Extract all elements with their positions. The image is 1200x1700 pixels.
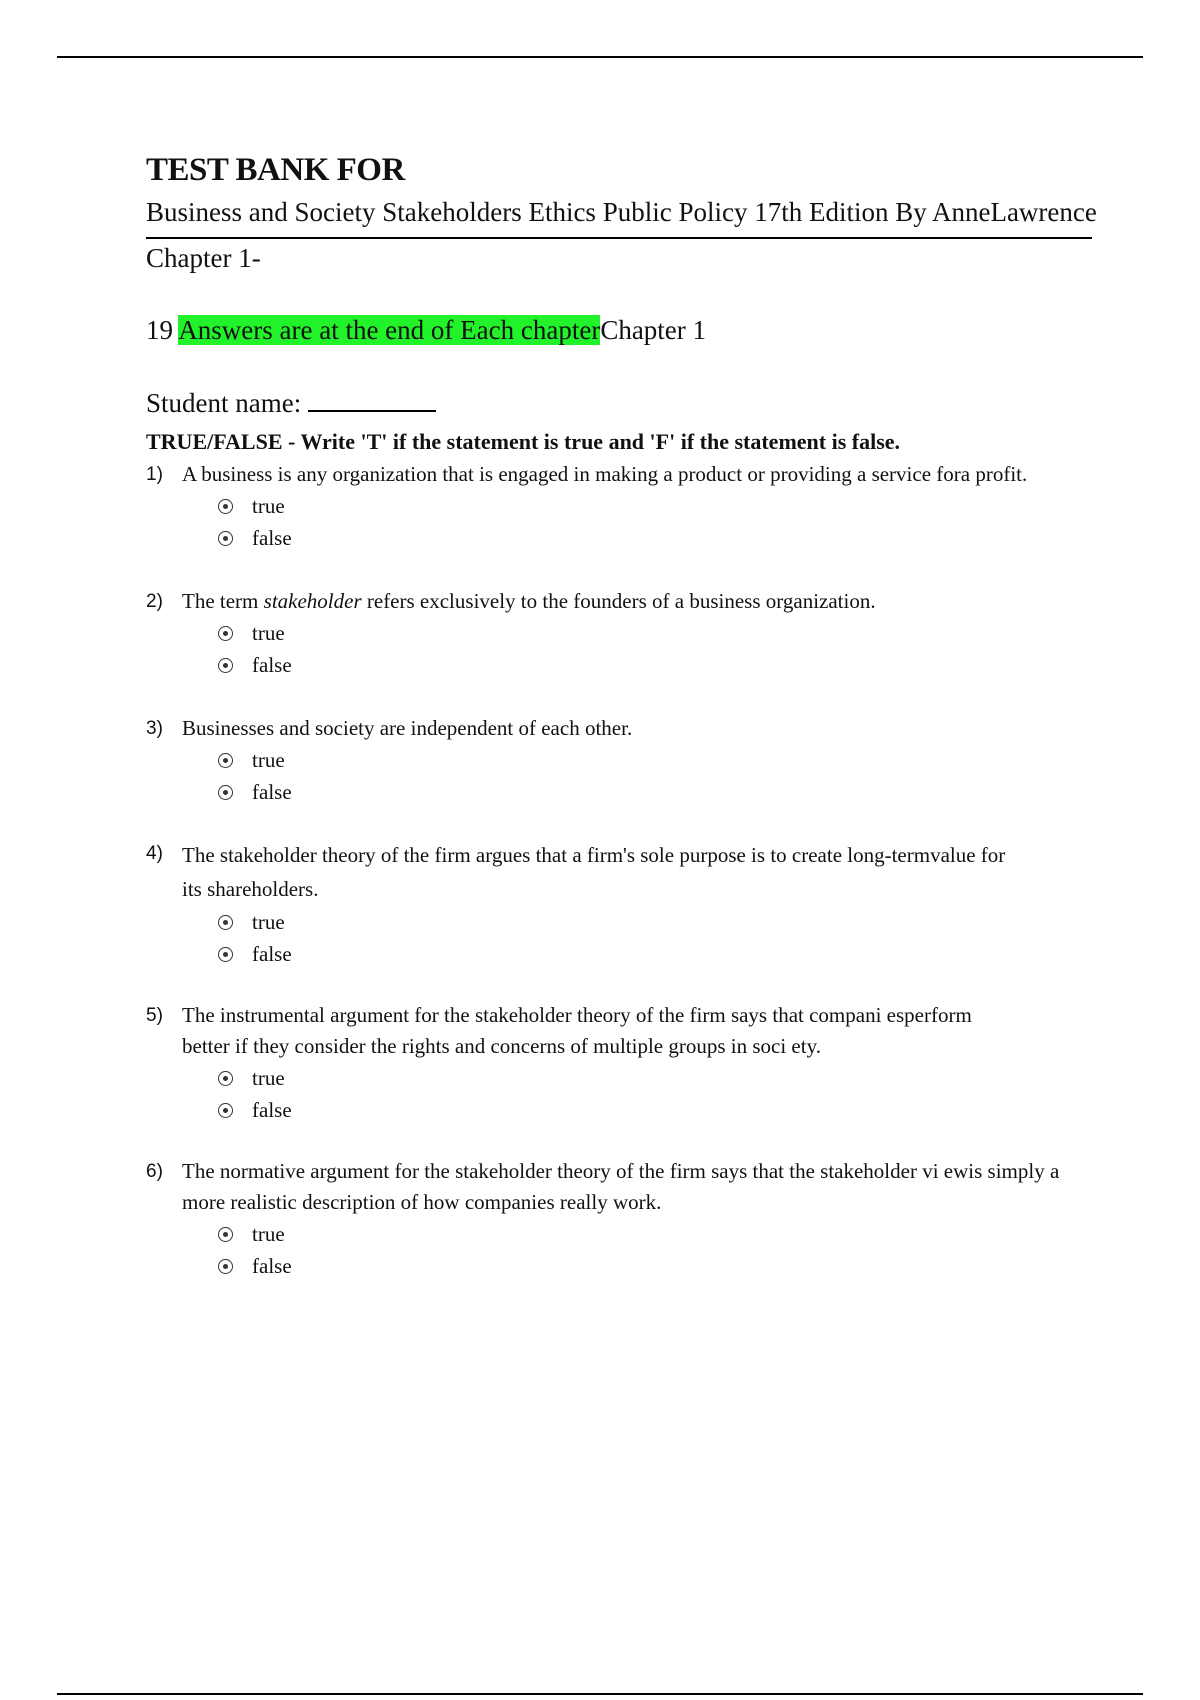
answers-prefix: 19 <box>146 315 179 345</box>
option-label: true <box>252 747 285 772</box>
option-true[interactable] <box>218 617 1096 649</box>
answer-options <box>218 906 1096 970</box>
question-number: 4) <box>146 843 163 864</box>
radio-icon[interactable] <box>218 531 233 546</box>
question-number: 3) <box>146 718 163 739</box>
question-text: A business is any organization that is engaged in making a product or providing a service fora profit. <box>182 462 1028 486</box>
option-label: false <box>252 1097 292 1122</box>
question-number: 2) <box>146 591 163 612</box>
option-false[interactable] <box>218 522 1096 554</box>
book-title: Business and Society Stakeholders Ethics Public Policy 17th Edition By AnneLawrence <box>146 197 1097 227</box>
question-number: 6) <box>146 1161 163 1182</box>
bottom-rule <box>57 1693 1143 1695</box>
radio-icon[interactable] <box>218 1227 233 1242</box>
option-label: false <box>252 941 292 966</box>
student-name-row <box>146 385 1096 421</box>
radio-icon[interactable] <box>218 1259 233 1274</box>
section-instructions: TRUE/FALSE - Write 'T' if the statement is true and 'F' if the statement is false. <box>146 429 901 454</box>
option-false[interactable] <box>218 776 1096 808</box>
question-number: 1) <box>146 464 163 485</box>
answer-options <box>218 490 1096 554</box>
question-text-start: The term <box>182 589 264 613</box>
option-true[interactable] <box>218 906 1096 938</box>
page-title: TEST BANK FOR <box>146 152 405 188</box>
question-text: The instrumental argument for the stakeholder theory of the firm says that compani esperform better if they consider the rights and concerns of multiple groups in soci ety. <box>182 1003 972 1058</box>
option-label: false <box>252 779 292 804</box>
question-text: The stakeholder theory of the firm argues that a firm's sole purpose is to create long-termvalue for its shareholders. <box>182 843 1006 901</box>
answer-options <box>218 744 1096 808</box>
option-label: true <box>252 909 285 934</box>
question-number: 5) <box>146 1005 163 1026</box>
option-false[interactable] <box>218 1250 1096 1282</box>
option-false[interactable] <box>218 938 1096 970</box>
option-true[interactable] <box>218 1062 1096 1094</box>
answers-suffix: Chapter 1 <box>600 315 707 345</box>
option-false[interactable] <box>218 1094 1096 1126</box>
student-name-label: Student name: <box>146 388 308 418</box>
answers-highlight: Answers are at the end of Each chapter <box>178 315 601 345</box>
radio-icon[interactable] <box>218 1071 233 1086</box>
question-text-emphasis: stakeholder <box>263 589 362 613</box>
answer-options <box>218 617 1096 681</box>
question-text <box>182 586 1062 617</box>
option-label: false <box>252 525 292 550</box>
question-3 <box>146 713 1096 808</box>
answer-options <box>218 1218 1096 1282</box>
option-label: true <box>252 620 285 645</box>
student-name-blank[interactable] <box>308 388 436 412</box>
radio-icon[interactable] <box>218 915 233 930</box>
question-2 <box>146 586 1096 681</box>
radio-icon[interactable] <box>218 658 233 673</box>
radio-icon[interactable] <box>218 947 233 962</box>
option-label: false <box>252 1253 292 1278</box>
question-text-end: refers exclusively to the founders of a business organization. <box>361 589 876 613</box>
option-label: true <box>252 493 285 518</box>
question-text: Businesses and society are independent of each other. <box>182 716 633 740</box>
option-label: false <box>252 652 292 677</box>
question-5 <box>146 1000 1096 1126</box>
answers-note <box>146 312 1096 348</box>
radio-icon[interactable] <box>218 753 233 768</box>
question-4 <box>146 838 1096 970</box>
answer-options <box>218 1062 1096 1126</box>
radio-icon[interactable] <box>218 626 233 641</box>
radio-icon[interactable] <box>218 1103 233 1118</box>
question-6 <box>146 1156 1096 1282</box>
chapter-heading: Chapter 1- <box>146 243 261 273</box>
option-label: true <box>252 1065 285 1090</box>
top-rule <box>57 56 1143 58</box>
page-content <box>146 150 1096 1282</box>
option-false[interactable] <box>218 649 1096 681</box>
radio-icon[interactable] <box>218 785 233 800</box>
option-label: true <box>252 1221 285 1246</box>
option-true[interactable] <box>218 744 1096 776</box>
question-text: The normative argument for the stakeholder theory of the firm says that the stakeholder vi ewis simply a more realistic description of how companies really work. <box>182 1159 1060 1214</box>
option-true[interactable] <box>218 490 1096 522</box>
question-1 <box>146 459 1096 554</box>
radio-icon[interactable] <box>218 499 233 514</box>
title-divider <box>146 237 1092 239</box>
option-true[interactable] <box>218 1218 1096 1250</box>
